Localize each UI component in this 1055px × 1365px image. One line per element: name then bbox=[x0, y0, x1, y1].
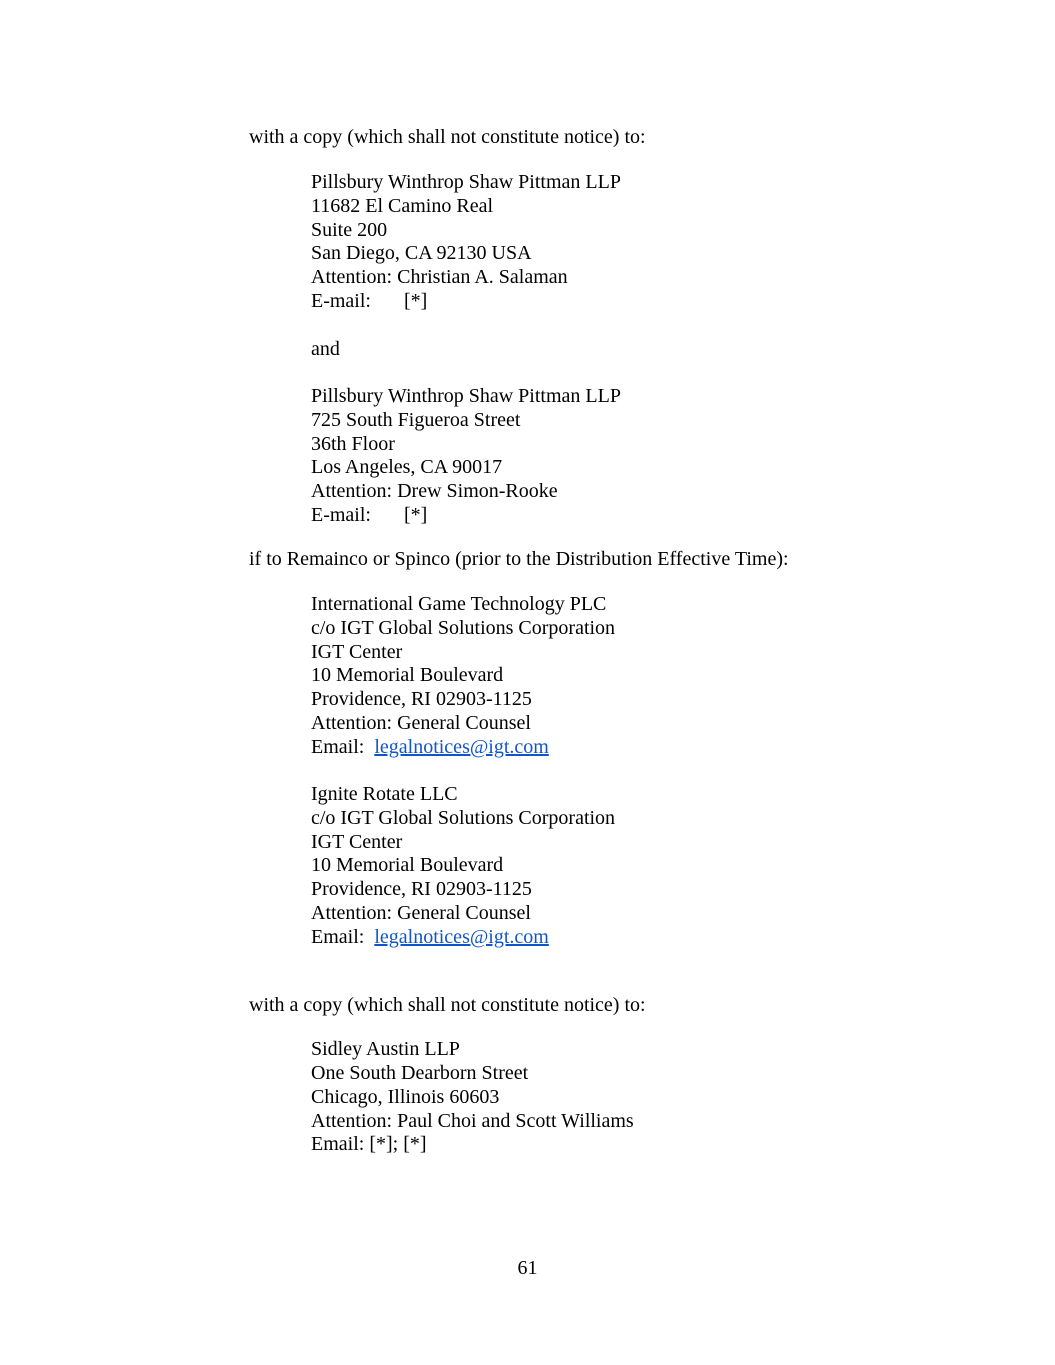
attention: Attention: General Counsel bbox=[311, 712, 531, 734]
firm-name: Pillsbury Winthrop Shaw Pittman LLP bbox=[311, 385, 621, 407]
city: San Diego, CA 92130 USA bbox=[311, 242, 532, 264]
attention: Attention: Drew Simon-Rooke bbox=[311, 480, 558, 502]
email-label: Email: bbox=[311, 926, 375, 948]
email-label: E-mail: bbox=[311, 504, 371, 526]
suite: Suite 200 bbox=[311, 219, 388, 241]
email-link[interactable]: legalnotices@igt.com bbox=[374, 926, 549, 948]
email-line bbox=[311, 503, 427, 527]
email-line bbox=[311, 289, 427, 313]
company-name: Ignite Rotate LLC bbox=[311, 783, 458, 805]
care-of: c/o IGT Global Solutions Corporation bbox=[311, 807, 616, 829]
building: IGT Center bbox=[311, 641, 403, 663]
care-of: c/o IGT Global Solutions Corporation bbox=[311, 617, 616, 639]
attention: Attention: General Counsel bbox=[311, 902, 531, 924]
floor: 36th Floor bbox=[311, 433, 395, 455]
email-line bbox=[311, 735, 549, 759]
email-link[interactable]: legalnotices@igt.com bbox=[374, 736, 549, 758]
copy-notice-heading-2: with a copy (which shall not constitute notice) to: bbox=[249, 994, 646, 1016]
city: Los Angeles, CA 90017 bbox=[311, 456, 503, 478]
city: Providence, RI 02903-1125 bbox=[311, 878, 532, 900]
email-value: [*] bbox=[404, 290, 428, 312]
attention: Attention: Paul Choi and Scott Williams bbox=[311, 1110, 634, 1132]
street: One South Dearborn Street bbox=[311, 1062, 529, 1084]
page-number: 61 bbox=[517, 1257, 538, 1279]
street: 10 Memorial Boulevard bbox=[311, 854, 504, 876]
and-connector: and bbox=[311, 338, 340, 360]
email-line bbox=[311, 925, 549, 949]
building: IGT Center bbox=[311, 831, 403, 853]
email-line: Email: [*]; [*] bbox=[311, 1133, 427, 1155]
city: Chicago, Illinois 60603 bbox=[311, 1086, 500, 1108]
firm-name: Pillsbury Winthrop Shaw Pittman LLP bbox=[311, 171, 621, 193]
street: 11682 El Camino Real bbox=[311, 195, 494, 217]
email-label: E-mail: bbox=[311, 290, 371, 312]
email-value: [*] bbox=[404, 504, 428, 526]
street: 10 Memorial Boulevard bbox=[311, 664, 504, 686]
company-name: International Game Technology PLC bbox=[311, 593, 607, 615]
street: 725 South Figueroa Street bbox=[311, 409, 521, 431]
firm-name: Sidley Austin LLP bbox=[311, 1038, 460, 1060]
attention: Attention: Christian A. Salaman bbox=[311, 266, 568, 288]
email-label: Email: bbox=[311, 736, 375, 758]
city: Providence, RI 02903-1125 bbox=[311, 688, 532, 710]
copy-notice-heading: with a copy (which shall not constitute notice) to: bbox=[249, 126, 646, 148]
remainco-spinco-heading: if to Remainco or Spinco (prior to the Distribution Effective Time): bbox=[249, 548, 789, 570]
